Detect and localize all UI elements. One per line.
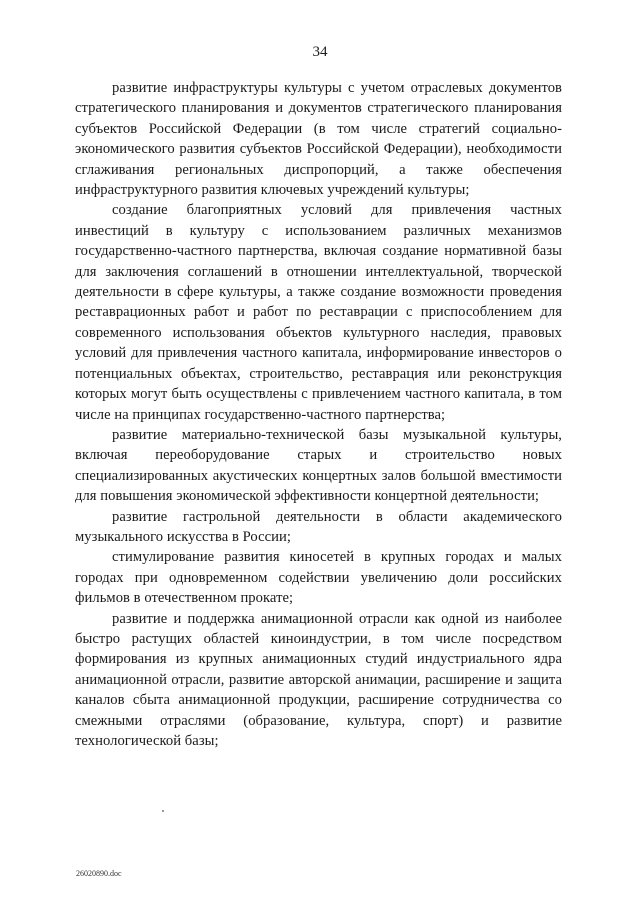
paragraph-culture-infrastructure: развитие инфраструктуры культуры с учетом отраслевых документов стратегического планирования и документов стратегического планирования субъектов Российской Федерации (в том числе стратегий социально-экономического развития субъектов Российской Федерации), необходимости сглаживания региональных диспропорций, а также обеспечения инфраструктурного развития ключевых учреждений культуры; (75, 80, 562, 199)
document-file-code: 26020890.doc (76, 869, 122, 878)
paragraph-animation-industry: развитие и поддержка анимационной отрасли как одной из наиболее быстро растущих областей киноиндустрии, в том числе посредством формирования из крупных анимационных студий индустриального ядра анимационной отрасли, развитие авторской анимации, расширение и защита каналов сбыта анимационной продукции, расширение сотрудничества со смежными отраслями (образование, культура, спорт) и развитие технологической базы; (75, 610, 562, 749)
paragraph-touring-activity: развитие гастрольной деятельности в области академического музыкального искусства в России; (75, 508, 562, 545)
paragraph-private-investment: создание благоприятных условий для привлечения частных инвестиций в культуру с использованием различных механизмов государственно-частного партнерства, включая создание нормативной базы для заключения соглашений в отношении интеллектуальной, творческой деятельности в сфере культуры, а также создание возможности проведения реставрационных работ и работ по реставрации с приспособлением для современного использования объектов культурного наследия, правовых условий для привлечения частного капитала, информирование инвесторов о потенциальных объектах, строительство, реставрация или реконструкция которых могут быть осуществлены с привлечением частного капитала, в том числе на принципах государственно-частного партнерства; (75, 202, 562, 423)
page-number: 34 (312, 44, 328, 60)
document-body (75, 78, 562, 751)
paragraph-music-material-base: развитие материально-технической базы музыкальной культуры, включая переоборудование старых и строительство новых специализированных акустических концертных залов большой вместимости для повышения экономической эффективности концертной деятельности; (75, 426, 562, 505)
paragraph-cinema-networks: стимулирование развития киносетей в крупных городах и малых городах при одновременном содействии увеличению доли российских фильмов в отечественном прокате; (75, 549, 562, 607)
scan-dot (162, 810, 164, 812)
